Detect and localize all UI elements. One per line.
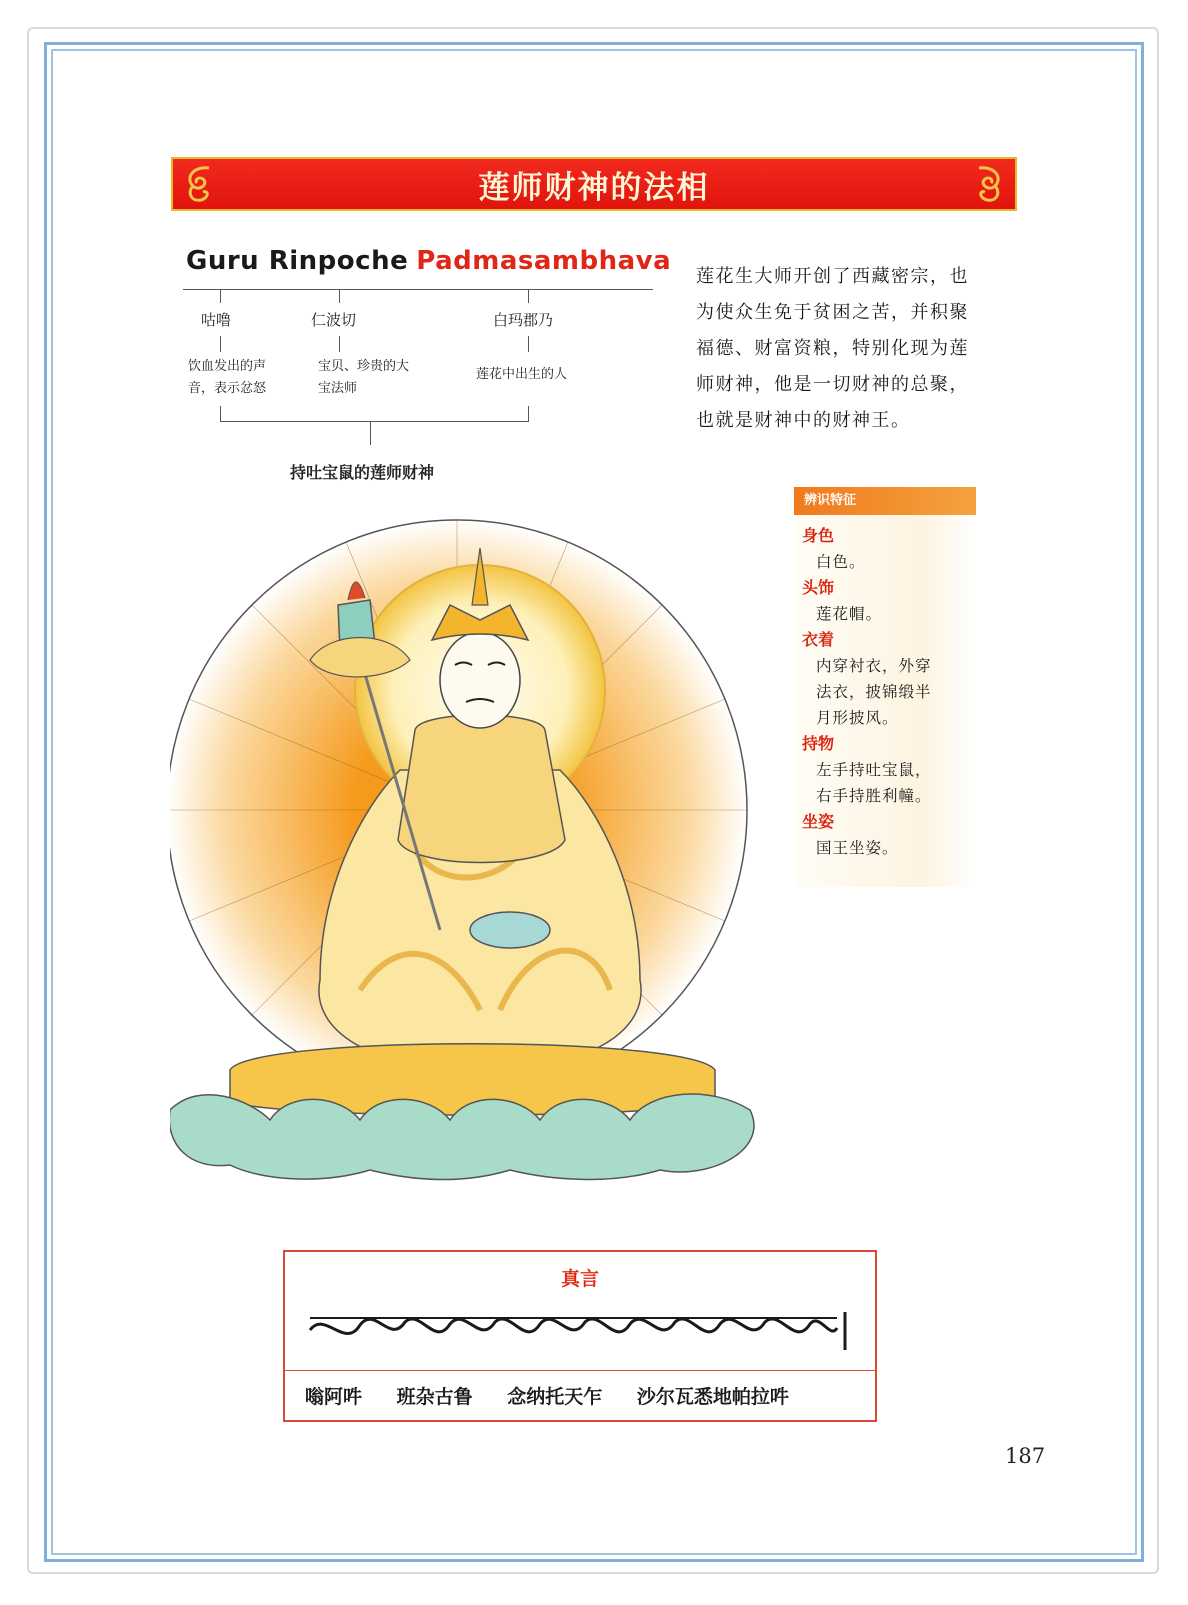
tree-connector [339,289,340,303]
feature-label: 头饰 [802,578,835,597]
tree-connector [528,336,529,352]
tree-connector [528,406,529,422]
name-english: Guru Rinpoche [186,246,409,276]
meaning-line: 莲花中出生的人 [476,367,568,382]
mantra-phrase: 念纳托天乍 [507,1386,603,1408]
torso [398,715,565,863]
name-part-meaning [476,364,567,386]
name-part-meaning [188,356,266,400]
feature-value: 左手持吐宝鼠， [816,761,932,779]
feature-headwear [802,575,972,627]
mantra-box [283,1250,877,1422]
mantra-title: 真言 [560,1268,599,1290]
feature-value: 右手持胜利幢。 [816,787,932,805]
mantra-phrase: 班杂古鲁 [396,1386,473,1408]
meaning-line: 饮血发出的声 [188,359,267,374]
feature-posture [802,809,972,861]
tree-connector [370,421,371,445]
tree-top-line [183,289,653,290]
feature-value: 莲花帽。 [816,605,883,623]
meaning-line: 音，表示忿怒 [188,381,267,396]
face [440,632,520,728]
mantra-transliteration [305,1382,817,1409]
mantra-phrase: 嗡阿吽 [305,1386,363,1408]
mantra-divider [285,1370,875,1371]
name-part-term: 白玛郡乃 [493,311,554,329]
name-part-term: 咕噜 [201,311,232,329]
page-number: 187 [1005,1444,1046,1468]
feature-label: 持物 [802,734,835,753]
tree-bottom-line [220,421,529,422]
feature-value: 白色。 [816,553,866,571]
features-header: 辨识特征 [794,487,976,515]
name-sanskrit: Padmasambhava [416,246,672,276]
deity-illustration [170,510,770,1210]
feature-value: 内穿衬衣，外穿 [816,657,932,675]
tree-connector [339,336,340,352]
feature-held-objects [802,731,972,809]
tree-connector [220,336,221,352]
page-title: 莲师财神的法相 [478,169,710,206]
tibetan-mantra-script [305,1300,855,1358]
feature-value: 国王坐姿。 [816,839,899,857]
meaning-line: 宝贝、珍贵的大 [318,359,410,374]
feature-label: 身色 [802,526,835,545]
feature-value: 法衣，披锦缎半 [816,683,932,701]
feature-label: 坐姿 [802,812,835,831]
title-banner [171,157,1017,211]
tree-connector [528,289,529,303]
features-panel [794,487,976,887]
tree-connector [220,406,221,422]
mantra-phrase: 沙尔瓦悉地帕拉吽 [636,1386,789,1408]
jewel-mongoose [470,912,550,948]
feature-body-color [802,523,972,575]
tree-connector [220,289,221,303]
feature-value: 月形披风。 [816,709,899,727]
meaning-line: 宝法师 [318,381,358,396]
intro-paragraph: 莲花生大师开创了西藏密宗，也为使众生免于贫困之苦，并积聚福德、财富资粮，特别化现为莲师财神，他是一切财神的总聚，也就是财神中的财神王。 [696,266,969,431]
cloud-scroll-ornament-left [179,162,221,206]
cloud-scroll-ornament-right [967,162,1009,206]
feature-label: 衣着 [802,630,835,649]
feature-clothing [802,627,972,731]
name-part-term: 仁波切 [311,311,357,329]
features-list [802,523,972,861]
name-heading [186,246,671,276]
figure-caption: 持吐宝鼠的莲师财神 [290,463,435,482]
name-part-meaning [318,356,409,400]
